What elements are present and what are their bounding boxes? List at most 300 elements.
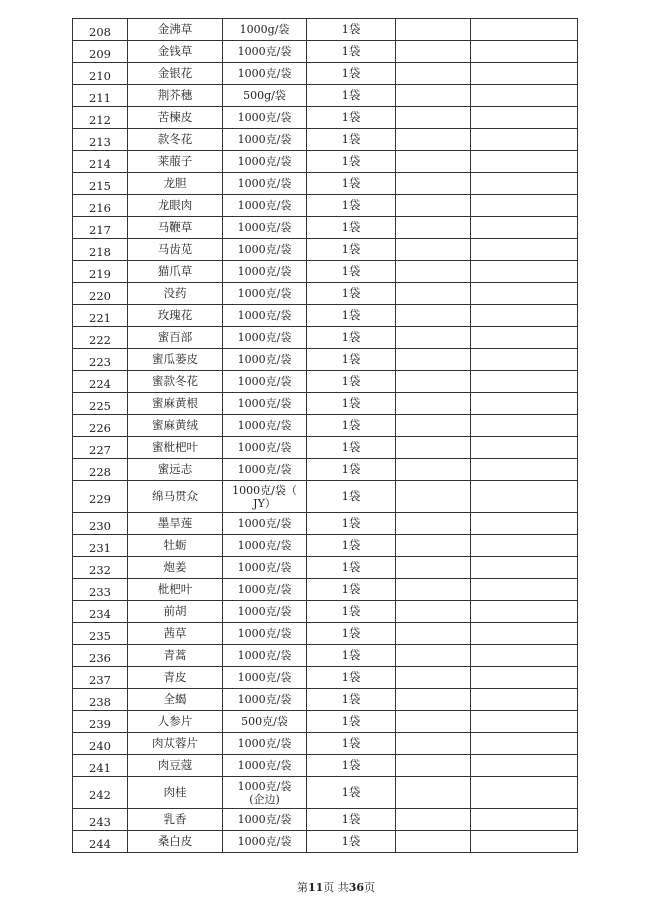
quantity-cell: 1袋	[307, 261, 396, 283]
table-row	[73, 305, 578, 327]
row-number: 213	[89, 135, 111, 149]
row-number-cell	[73, 667, 128, 689]
medicine-table-container	[72, 18, 577, 853]
blank-cell	[471, 217, 578, 239]
table-row	[73, 85, 578, 107]
medicine-name-cell: 蜜百部	[128, 327, 223, 349]
table-row	[73, 667, 578, 689]
quantity-cell: 1袋	[307, 19, 396, 41]
table-row	[73, 459, 578, 481]
blank-cell	[471, 711, 578, 733]
specification-cell: 500克/袋	[223, 711, 307, 733]
row-number: 238	[89, 695, 111, 709]
blank-cell	[471, 41, 578, 63]
row-number: 239	[89, 717, 111, 731]
specification-cell: 1000g/袋	[223, 19, 307, 41]
blank-cell	[396, 831, 471, 853]
blank-cell	[396, 809, 471, 831]
blank-cell	[471, 809, 578, 831]
quantity-cell: 1袋	[307, 809, 396, 831]
table-row	[73, 195, 578, 217]
specification-cell: 1000克/袋	[223, 623, 307, 645]
medicine-name-cell: 桑白皮	[128, 831, 223, 853]
medicine-name-cell: 青蒿	[128, 645, 223, 667]
row-number-cell	[73, 261, 128, 283]
specification-cell: 1000克/袋	[223, 195, 307, 217]
quantity-cell: 1袋	[307, 195, 396, 217]
blank-cell	[396, 85, 471, 107]
row-number-cell	[73, 601, 128, 623]
blank-cell	[396, 261, 471, 283]
blank-cell	[396, 437, 471, 459]
row-number-cell	[73, 19, 128, 41]
table-row	[73, 19, 578, 41]
specification-cell: 1000克/袋	[223, 217, 307, 239]
row-number: 230	[89, 519, 111, 533]
blank-cell	[471, 129, 578, 151]
specification-cell: 1000克/袋	[223, 831, 307, 853]
blank-cell	[471, 645, 578, 667]
row-number-cell	[73, 755, 128, 777]
quantity-cell: 1袋	[307, 85, 396, 107]
medicine-name-cell: 蜜枇杷叶	[128, 437, 223, 459]
table-row	[73, 557, 578, 579]
specification-cell: 1000克/袋	[223, 809, 307, 831]
blank-cell	[396, 667, 471, 689]
blank-cell	[396, 459, 471, 481]
row-number-cell	[73, 557, 128, 579]
quantity-cell: 1袋	[307, 535, 396, 557]
blank-cell	[471, 459, 578, 481]
blank-cell	[396, 481, 471, 513]
row-number-cell	[73, 437, 128, 459]
quantity-cell: 1袋	[307, 437, 396, 459]
quantity-cell: 1袋	[307, 733, 396, 755]
quantity-cell: 1袋	[307, 579, 396, 601]
blank-cell	[471, 667, 578, 689]
table-row	[73, 415, 578, 437]
medicine-name-cell: 蜜麻黄绒	[128, 415, 223, 437]
blank-cell	[471, 19, 578, 41]
blank-cell	[396, 689, 471, 711]
specification-cell: 1000克/袋	[223, 349, 307, 371]
row-number: 231	[89, 541, 111, 555]
medicine-name-cell: 马鞭草	[128, 217, 223, 239]
row-number: 218	[89, 245, 111, 259]
blank-cell	[396, 151, 471, 173]
quantity-cell: 1袋	[307, 107, 396, 129]
row-number: 223	[89, 355, 111, 369]
quantity-cell: 1袋	[307, 513, 396, 535]
table-row	[73, 535, 578, 557]
row-number: 244	[89, 837, 111, 851]
blank-cell	[396, 129, 471, 151]
blank-cell	[396, 305, 471, 327]
table-row	[73, 579, 578, 601]
quantity-cell: 1袋	[307, 283, 396, 305]
quantity-cell: 1袋	[307, 667, 396, 689]
quantity-cell: 1袋	[307, 601, 396, 623]
page-footer	[0, 879, 672, 895]
blank-cell	[396, 195, 471, 217]
row-number: 222	[89, 333, 111, 347]
row-number: 219	[89, 267, 111, 281]
blank-cell	[471, 261, 578, 283]
row-number: 229	[89, 492, 111, 506]
quantity-cell: 1袋	[307, 711, 396, 733]
table-row	[73, 711, 578, 733]
row-number-cell	[73, 195, 128, 217]
quantity-cell: 1袋	[307, 481, 396, 513]
blank-cell	[396, 393, 471, 415]
specification-cell: 1000克/袋	[223, 327, 307, 349]
specification-cell: 1000克/袋	[223, 689, 307, 711]
row-number: 211	[89, 91, 111, 105]
medicine-name-cell: 玫瑰花	[128, 305, 223, 327]
specification-cell: 1000克/袋	[223, 557, 307, 579]
blank-cell	[471, 195, 578, 217]
table-row	[73, 283, 578, 305]
quantity-cell: 1袋	[307, 415, 396, 437]
row-number-cell	[73, 239, 128, 261]
specification-cell: 1000克/袋	[223, 107, 307, 129]
medicine-name-cell: 苦楝皮	[128, 107, 223, 129]
blank-cell	[396, 733, 471, 755]
table-row	[73, 107, 578, 129]
row-number: 220	[89, 289, 111, 303]
blank-cell	[396, 41, 471, 63]
row-number-cell	[73, 459, 128, 481]
specification-cell: 1000克/袋	[223, 535, 307, 557]
medicine-name-cell: 龙眼肉	[128, 195, 223, 217]
row-number: 236	[89, 651, 111, 665]
blank-cell	[471, 85, 578, 107]
blank-cell	[471, 107, 578, 129]
medicine-name-cell: 乳香	[128, 809, 223, 831]
blank-cell	[471, 481, 578, 513]
blank-cell	[471, 283, 578, 305]
medicine-name-cell: 牡蛎	[128, 535, 223, 557]
blank-cell	[396, 239, 471, 261]
footer-prefix: 第	[296, 881, 308, 894]
blank-cell	[471, 777, 578, 809]
table-row	[73, 601, 578, 623]
specification-line-2: (企边)	[249, 792, 280, 806]
blank-cell	[471, 733, 578, 755]
specification-cell: 1000克/袋	[223, 601, 307, 623]
row-number: 234	[89, 607, 111, 621]
blank-cell	[396, 711, 471, 733]
medicine-name-cell: 炮姜	[128, 557, 223, 579]
row-number-cell	[73, 217, 128, 239]
blank-cell	[396, 173, 471, 195]
row-number: 232	[89, 563, 111, 577]
specification-cell	[223, 777, 307, 809]
medicine-name-cell: 前胡	[128, 601, 223, 623]
blank-cell	[471, 415, 578, 437]
specification-cell: 1000克/袋	[223, 415, 307, 437]
row-number-cell	[73, 63, 128, 85]
specification-cell	[223, 481, 307, 513]
blank-cell	[396, 513, 471, 535]
medicine-name-cell: 没药	[128, 283, 223, 305]
blank-cell	[471, 755, 578, 777]
row-number-cell	[73, 711, 128, 733]
quantity-cell: 1袋	[307, 371, 396, 393]
table-row	[73, 63, 578, 85]
medicine-name-cell: 蜜远志	[128, 459, 223, 481]
specification-cell: 1000克/袋	[223, 393, 307, 415]
specification-line-1: 1000克/袋	[237, 779, 292, 793]
table-row	[73, 755, 578, 777]
medicine-name-cell: 款冬花	[128, 129, 223, 151]
row-number: 227	[89, 443, 111, 457]
specification-cell: 1000克/袋	[223, 283, 307, 305]
blank-cell	[396, 371, 471, 393]
table-row	[73, 831, 578, 853]
quantity-cell: 1袋	[307, 831, 396, 853]
blank-cell	[396, 601, 471, 623]
row-number: 241	[89, 761, 111, 775]
row-number-cell	[73, 107, 128, 129]
quantity-cell: 1袋	[307, 689, 396, 711]
specification-cell: 1000克/袋	[223, 41, 307, 63]
quantity-cell: 1袋	[307, 41, 396, 63]
row-number: 228	[89, 465, 111, 479]
specification-cell: 1000克/袋	[223, 151, 307, 173]
row-number: 226	[89, 421, 111, 435]
medicine-name-cell: 青皮	[128, 667, 223, 689]
row-number-cell	[73, 481, 128, 513]
specification-cell: 1000克/袋	[223, 645, 307, 667]
row-number-cell	[73, 689, 128, 711]
medicine-name-cell: 蜜瓜蒌皮	[128, 349, 223, 371]
specification-cell: 1000克/袋	[223, 437, 307, 459]
row-number-cell	[73, 41, 128, 63]
specification-cell: 1000克/袋	[223, 129, 307, 151]
blank-cell	[471, 831, 578, 853]
quantity-cell: 1袋	[307, 777, 396, 809]
blank-cell	[396, 579, 471, 601]
row-number-cell	[73, 327, 128, 349]
blank-cell	[471, 557, 578, 579]
quantity-cell: 1袋	[307, 305, 396, 327]
row-number-cell	[73, 349, 128, 371]
row-number-cell	[73, 831, 128, 853]
medicine-name-cell: 蜜麻黄根	[128, 393, 223, 415]
row-number: 233	[89, 585, 111, 599]
row-number: 237	[89, 673, 111, 687]
footer-middle: 页 共	[323, 881, 349, 894]
blank-cell	[471, 393, 578, 415]
table-row	[73, 623, 578, 645]
row-number-cell	[73, 645, 128, 667]
row-number: 216	[89, 201, 111, 215]
medicine-name-cell: 肉豆蔻	[128, 755, 223, 777]
blank-cell	[471, 327, 578, 349]
row-number: 208	[89, 25, 111, 39]
row-number: 209	[89, 47, 111, 61]
specification-line-1: 1000克/袋（	[232, 483, 297, 497]
quantity-cell: 1袋	[307, 459, 396, 481]
blank-cell	[471, 173, 578, 195]
quantity-cell: 1袋	[307, 755, 396, 777]
blank-cell	[471, 535, 578, 557]
table-row	[73, 151, 578, 173]
row-number-cell	[73, 393, 128, 415]
blank-cell	[471, 601, 578, 623]
quantity-cell: 1袋	[307, 63, 396, 85]
current-page-number: 11	[307, 881, 324, 894]
table-row	[73, 129, 578, 151]
total-page-number: 36	[348, 881, 365, 894]
row-number: 217	[89, 223, 111, 237]
table-row	[73, 809, 578, 831]
blank-cell	[396, 327, 471, 349]
row-number: 215	[89, 179, 111, 193]
blank-cell	[396, 415, 471, 437]
row-number-cell	[73, 415, 128, 437]
row-number: 221	[89, 311, 111, 325]
footer-suffix: 页	[364, 881, 376, 894]
quantity-cell: 1袋	[307, 393, 396, 415]
table-row	[73, 261, 578, 283]
specification-cell: 1000克/袋	[223, 239, 307, 261]
table-row	[73, 173, 578, 195]
row-number-cell	[73, 623, 128, 645]
blank-cell	[471, 513, 578, 535]
specification-line-2: JY）	[253, 496, 276, 510]
blank-cell	[396, 349, 471, 371]
row-number-cell	[73, 151, 128, 173]
table-row	[73, 239, 578, 261]
blank-cell	[471, 349, 578, 371]
table-row	[73, 733, 578, 755]
blank-cell	[471, 151, 578, 173]
table-row	[73, 513, 578, 535]
medicine-name-cell: 墨旱莲	[128, 513, 223, 535]
specification-cell: 1000克/袋	[223, 261, 307, 283]
medicine-table-body	[73, 19, 578, 853]
medicine-name-cell: 枇杷叶	[128, 579, 223, 601]
row-number-cell	[73, 129, 128, 151]
medicine-name-cell: 金银花	[128, 63, 223, 85]
row-number: 214	[89, 157, 111, 171]
specification-cell: 1000克/袋	[223, 667, 307, 689]
blank-cell	[396, 535, 471, 557]
row-number-cell	[73, 371, 128, 393]
blank-cell	[396, 19, 471, 41]
specification-cell: 1000克/袋	[223, 459, 307, 481]
row-number-cell	[73, 85, 128, 107]
table-row	[73, 349, 578, 371]
row-number: 235	[89, 629, 111, 643]
specification-cell: 1000克/袋	[223, 173, 307, 195]
quantity-cell: 1袋	[307, 349, 396, 371]
blank-cell	[471, 63, 578, 85]
blank-cell	[471, 579, 578, 601]
blank-cell	[396, 557, 471, 579]
blank-cell	[396, 107, 471, 129]
quantity-cell: 1袋	[307, 239, 396, 261]
medicine-name-cell: 全蝎	[128, 689, 223, 711]
medicine-name-cell: 茜草	[128, 623, 223, 645]
table-row	[73, 41, 578, 63]
table-row	[73, 437, 578, 459]
blank-cell	[396, 283, 471, 305]
medicine-name-cell: 猫爪草	[128, 261, 223, 283]
medicine-name-cell: 莱菔子	[128, 151, 223, 173]
specification-cell: 1000克/袋	[223, 733, 307, 755]
blank-cell	[396, 217, 471, 239]
row-number-cell	[73, 513, 128, 535]
medicine-name-cell: 龙胆	[128, 173, 223, 195]
specification-cell: 1000克/袋	[223, 63, 307, 85]
medicine-name-cell: 蜜款冬花	[128, 371, 223, 393]
specification-cell: 1000克/袋	[223, 579, 307, 601]
blank-cell	[396, 777, 471, 809]
specification-cell: 1000克/袋	[223, 305, 307, 327]
row-number: 224	[89, 377, 111, 391]
blank-cell	[396, 623, 471, 645]
quantity-cell: 1袋	[307, 327, 396, 349]
medicine-name-cell: 金钱草	[128, 41, 223, 63]
row-number: 210	[89, 69, 111, 83]
blank-cell	[471, 239, 578, 261]
table-row	[73, 393, 578, 415]
specification-cell: 500g/袋	[223, 85, 307, 107]
specification-cell: 1000克/袋	[223, 371, 307, 393]
quantity-cell: 1袋	[307, 151, 396, 173]
blank-cell	[471, 371, 578, 393]
quantity-cell: 1袋	[307, 173, 396, 195]
table-row	[73, 689, 578, 711]
medicine-name-cell: 肉桂	[128, 777, 223, 809]
row-number-cell	[73, 579, 128, 601]
quantity-cell: 1袋	[307, 217, 396, 239]
medicine-name-cell: 人参片	[128, 711, 223, 733]
row-number: 240	[89, 739, 111, 753]
quantity-cell: 1袋	[307, 645, 396, 667]
row-number-cell	[73, 173, 128, 195]
table-row	[73, 371, 578, 393]
blank-cell	[396, 645, 471, 667]
quantity-cell: 1袋	[307, 129, 396, 151]
table-row	[73, 777, 578, 809]
row-number-cell	[73, 777, 128, 809]
row-number-cell	[73, 809, 128, 831]
table-row	[73, 327, 578, 349]
blank-cell	[471, 305, 578, 327]
row-number-cell	[73, 535, 128, 557]
row-number: 243	[89, 815, 111, 829]
blank-cell	[396, 755, 471, 777]
medicine-table	[72, 18, 578, 853]
row-number: 225	[89, 399, 111, 413]
row-number: 212	[89, 113, 111, 127]
quantity-cell: 1袋	[307, 623, 396, 645]
row-number-cell	[73, 283, 128, 305]
medicine-name-cell: 荆芥穗	[128, 85, 223, 107]
table-row	[73, 217, 578, 239]
blank-cell	[471, 689, 578, 711]
specification-cell: 1000克/袋	[223, 513, 307, 535]
blank-cell	[471, 623, 578, 645]
medicine-name-cell: 绵马贯众	[128, 481, 223, 513]
medicine-name-cell: 金沸草	[128, 19, 223, 41]
row-number-cell	[73, 305, 128, 327]
medicine-name-cell: 马齿苋	[128, 239, 223, 261]
